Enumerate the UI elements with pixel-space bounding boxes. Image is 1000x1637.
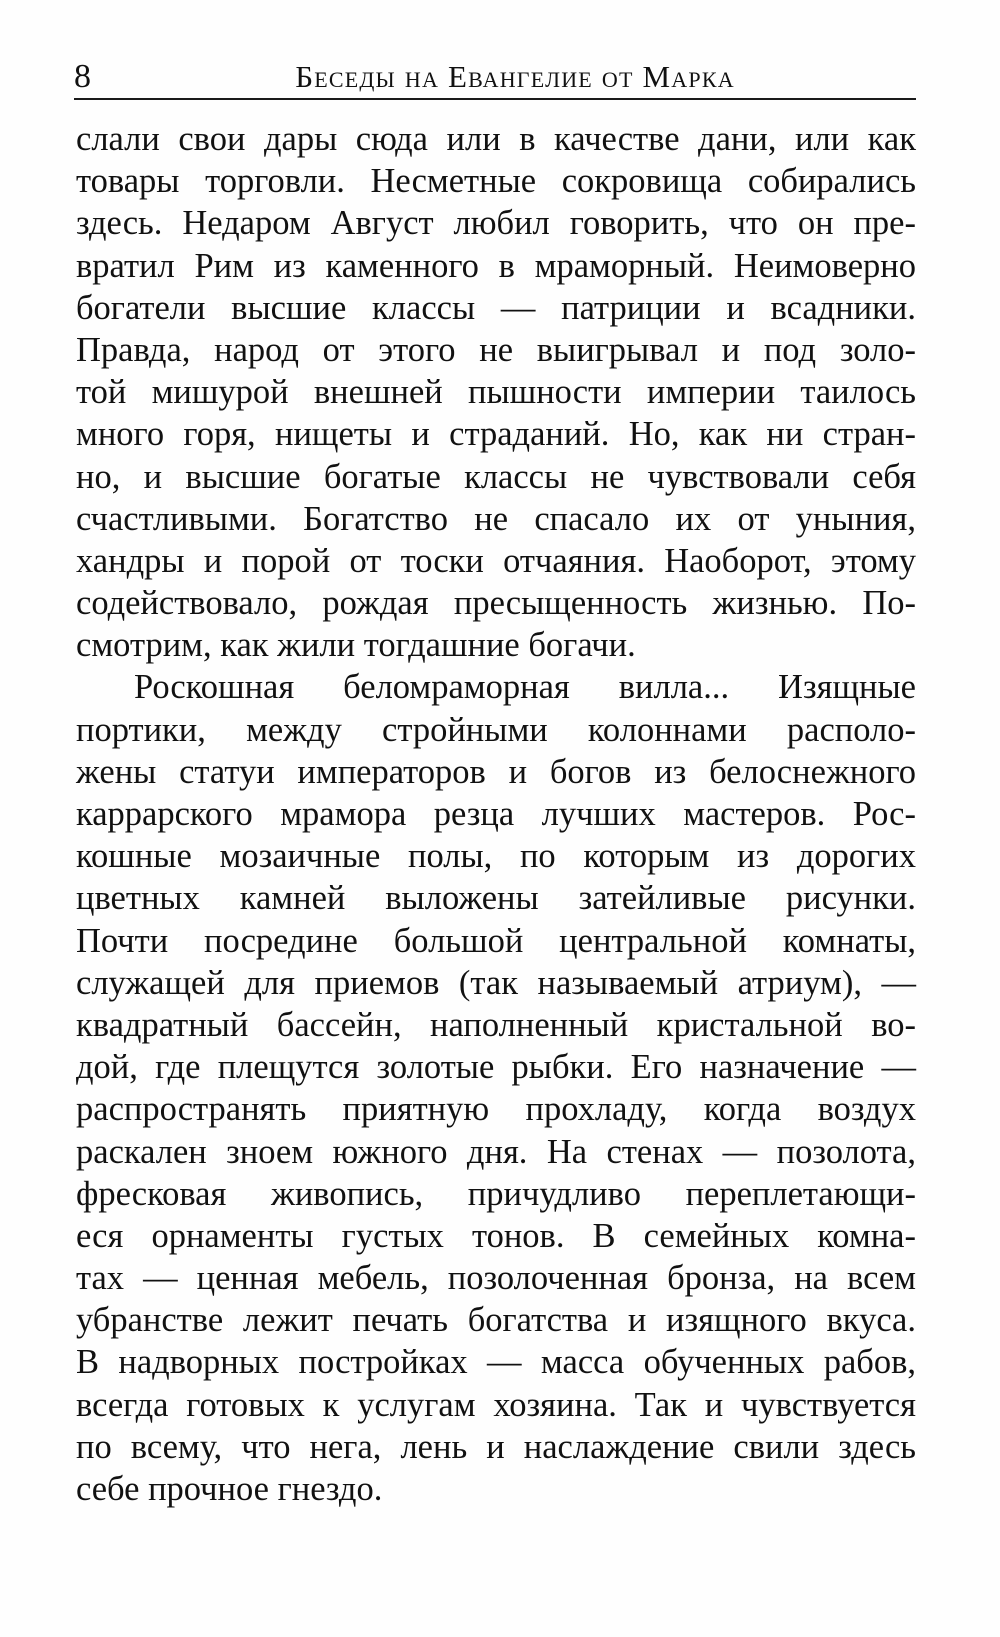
text-line: товары торговли. Несметные сокровища собирались — [76, 162, 916, 201]
text-line: Правда, народ от этого не выигрывал и под золо- — [76, 330, 916, 369]
text-line: счастливыми. Богатство не спасало их от уныния, — [76, 499, 916, 538]
running-title: Беседы на Евангелие от Марка — [295, 59, 735, 94]
text-line: дой, где плещутся золотые рыбки. Его назначение — — [76, 1048, 916, 1087]
running-header — [74, 50, 916, 100]
text-line: жены статуи императоров и богов из белоснежного — [76, 752, 916, 791]
text-line: фресковая живопись, причудливо переплетающи- — [76, 1174, 916, 1213]
text-line: каррарского мрамора резца лучших мастеров. Рос- — [76, 795, 916, 833]
text-line: портики, между стройными колоннами располо- — [76, 710, 916, 749]
text-line: всегда готовых к услугам хозяина. Так и чувствуется — [76, 1385, 916, 1424]
text-line: раскален зноем южного дня. На стенах — позолота, — [76, 1132, 916, 1171]
text-line: по всему, что нега, лень и наслаждение свили здесь — [76, 1427, 916, 1466]
text-line: слали свои дары сюда или в качестве дани, или как — [76, 120, 916, 158]
text-line: убранстве лежит печать богатства и изящного вкуса. — [76, 1301, 916, 1340]
text-line: но, и высшие богатые классы не чувствовали себя — [76, 457, 916, 496]
text-line: смотрим, как жили тогдашние богачи. — [76, 626, 636, 665]
text-line: Роскошная беломраморная вилла... Изящные — [134, 668, 916, 707]
text-line: здесь. Недаром Август любил говорить, что он пре- — [76, 204, 916, 243]
page-number: 8 — [74, 58, 91, 95]
text-line: еся орнаменты густых тонов. В семейных комна- — [76, 1216, 916, 1255]
text-line: кошные мозаичные полы, по которым из дорогих — [76, 837, 916, 876]
body-text — [76, 118, 916, 1510]
text-line: Почти посредине большой центральной комнаты, — [76, 921, 916, 960]
text-line: цветных камней выложены затейливые рисунки. — [76, 879, 916, 918]
text-line: той мишурой внешней пышности империи таилось — [76, 373, 916, 412]
text-line: вратил Рим из каменного в мраморный. Неимоверно — [76, 246, 916, 285]
text-line: богатели высшие классы — патриции и всадники. — [76, 288, 916, 327]
text-line: В надворных постройках — масса обученных рабов, — [76, 1343, 916, 1382]
text-line: хандры и порой от тоски отчаяния. Наоборот, этому — [76, 541, 916, 580]
text-line: себе прочное гнездо. — [76, 1470, 383, 1508]
text-line: тах — ценная мебель, позолоченная бронза, на всем — [76, 1259, 916, 1298]
text-line: много горя, нищеты и страданий. Но, как ни стран- — [76, 415, 916, 454]
text-line: распространять приятную прохладу, когда воздух — [76, 1090, 916, 1129]
text-line: служащей для приемов (так называемый атриум), — — [76, 963, 916, 1002]
text-line: квадратный бассейн, наполненный кристальной во- — [76, 1005, 916, 1044]
text-line: содействовало, рождая пресыщенность жизнью. По- — [76, 584, 916, 623]
